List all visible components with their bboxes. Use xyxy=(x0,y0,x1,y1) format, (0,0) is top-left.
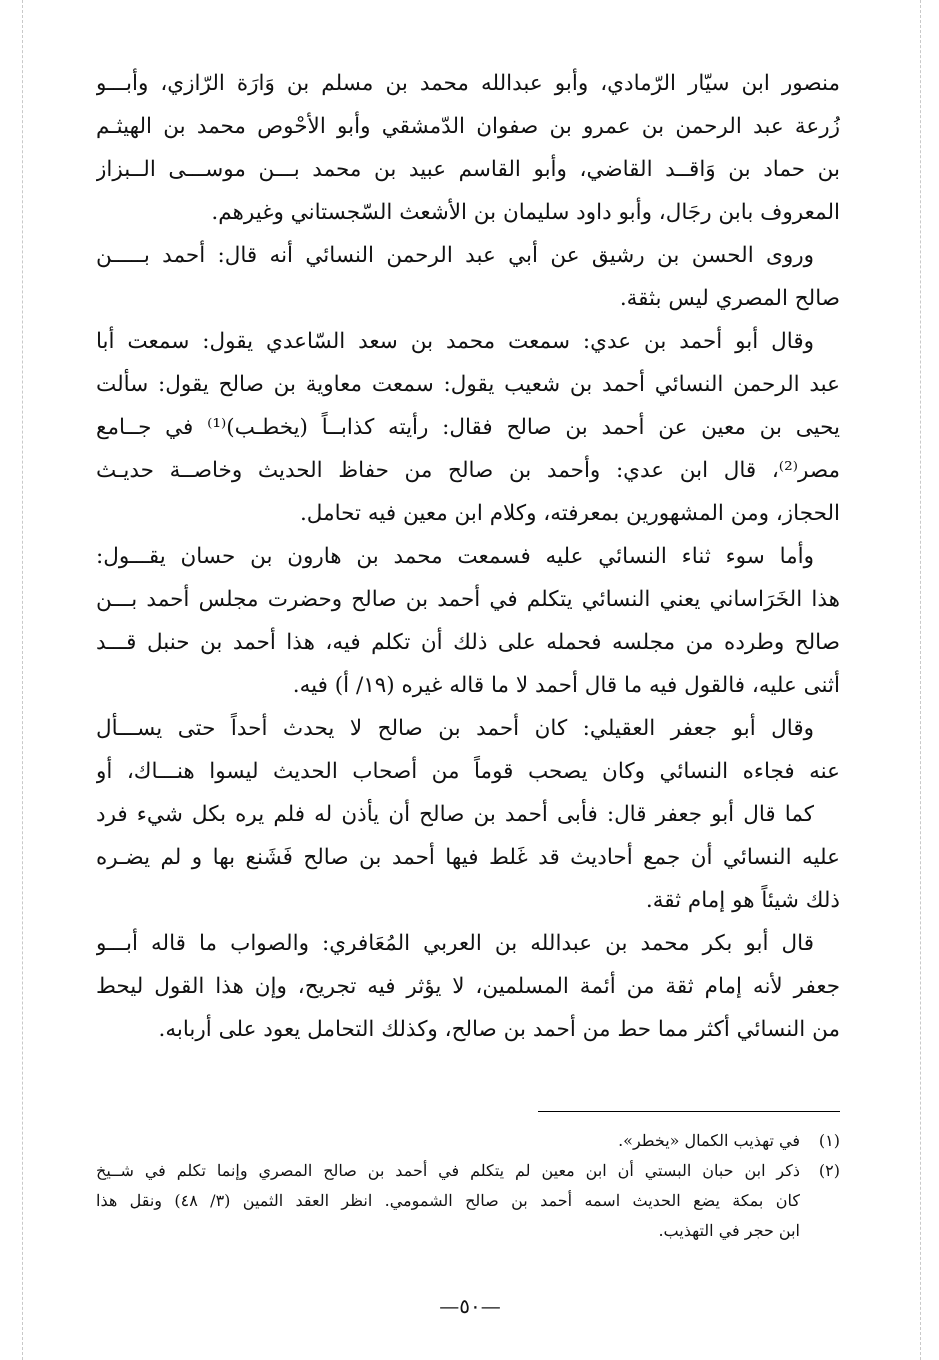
page-edge-left xyxy=(22,0,23,1360)
text-line: منصور ابن سيّار الرّمادي، وأبو عبدالله محمد بن مسلم بن وَارَة الرّازي، وأبـــو xyxy=(96,71,840,96)
text-line: المعروف بابن رجَال، وأبو داود سليمان بن الأشعث السّجستاني وغيرهم. xyxy=(211,200,840,225)
text-line: وروى الحسن بن رشيق عن أبي عبد الرحمن النسائي أنه قال: أحمد بـــــن xyxy=(96,243,814,268)
text-line: قال أبو بكر محمد بن عبدالله بن العربي المُعَافري: والصواب ما قاله أبـــو xyxy=(96,931,814,956)
footnote-number: (١) xyxy=(818,1131,840,1150)
text-line: صالح وطرده من مجلسه فحمله على ذلك أن تكلم فيه، هذا أحمد بن حنبل قـــد xyxy=(96,630,840,655)
text-line: زُرعة عبد الرحمن بن عمرو بن صفوان الدّمشقي وأبو الأحْوص محمد بن الهيثـم xyxy=(96,114,840,139)
text-line: بن حماد بن وَاقــد القاضي، وأبو القاسم عبيد بن محمد بـــن موســـى الــبزاز xyxy=(96,157,840,182)
text-line: الحجاز، ومن المشهورين بمعرفته، وكلام ابن معين فيه تحامل. xyxy=(299,501,840,526)
footnote-1 xyxy=(96,1126,840,1156)
main-text xyxy=(96,62,840,1051)
text-line: هذا الخَرَاساني يعني النسائي يتكلم في أحمد بن صالح وحضرت مجلس أحمد بـــن xyxy=(96,587,840,612)
footnote-number: (٢) xyxy=(818,1161,840,1180)
text-line: كما قال أبو جعفر قال: فأبى أحمد بن صالح أن يأذن له فلم يره بكل شيء فرد xyxy=(96,802,814,827)
footnotes xyxy=(96,1126,840,1246)
footnote-line: ابن حجر في التهذيب. xyxy=(658,1221,800,1240)
page-number: —٥٠— xyxy=(439,1294,501,1318)
text-line: عليه النسائي أن جمع أحاديث قد غَلط فيها أحمد بن صالح فَشَنع بها و لم يضـره xyxy=(96,845,840,870)
footnote-line: كان بمكة يضع الحديث اسمه أحمد بن صالح الشمومي. انظر العقد الثمين (٣/ ٤٨) ونقل هذا xyxy=(96,1191,800,1210)
text-line: ذلك شيئاً هو إمام ثقة. xyxy=(645,888,840,913)
footnote-line: في تهذيب الكمال «يخطر». xyxy=(618,1131,800,1150)
text-line: وقال أبو أحمد بن عدي: سمعت محمد بن سعد السّاعدي يقول: سمعت أبا xyxy=(96,329,814,354)
page-edge-right xyxy=(920,0,921,1360)
footnote-separator xyxy=(538,1111,840,1112)
text-line: يحيى بن معين عن أحمد بن صالح فقال: رأيته كذابــاً (يخطـب)⁽¹⁾ في جــامع xyxy=(96,415,840,440)
footnote-line: ذكر ابن حبان البستي أن ابن معين لم يتكلم في أحمد بن صالح المصري وإنما تكلم في شــيخ xyxy=(96,1161,800,1180)
text-line: وأما سوء ثناء النسائي عليه فسمعت محمد بن هارون بن حسان يقـــول: xyxy=(96,544,814,569)
text-line: عبد الرحمن النسائي أحمد بن شعيب يقول: سمعت معاوية بن صالح يقول: سألت xyxy=(96,372,840,397)
text-line: عنه فجاءه النسائي وكان يصحب قوماً من أصحاب الحديث ليسوا هنـــاك، أو xyxy=(96,759,840,784)
text-line: أثنى عليه، فالقول فيه ما قال أحمد لا ما قاله غيره (١٩/ أ) فيه. xyxy=(292,673,840,698)
text-line: جعفر لأنه إمام ثقة من أئمة المسلمين، لا يؤثر فيه تجريح، وإن هذا القول ليحط xyxy=(96,974,840,999)
text-line: من النسائي أكثر مما حط من أحمد بن صالح، وكذلك التحامل يعود على أربابه. xyxy=(158,1017,840,1042)
text-line: صالح المصري ليس بثقة. xyxy=(619,286,840,311)
footnote-2 xyxy=(96,1156,840,1246)
text-line: مصر⁽²⁾، قال ابن عدي: وأحمد بن صالح من حفاظ الحديث وخاصــة حديـث xyxy=(96,458,840,483)
text-line: وقال أبو جعفر العقيلي: كان أحمد بن صالح لا يحدث أحداً حتى يســـأل xyxy=(96,716,814,741)
